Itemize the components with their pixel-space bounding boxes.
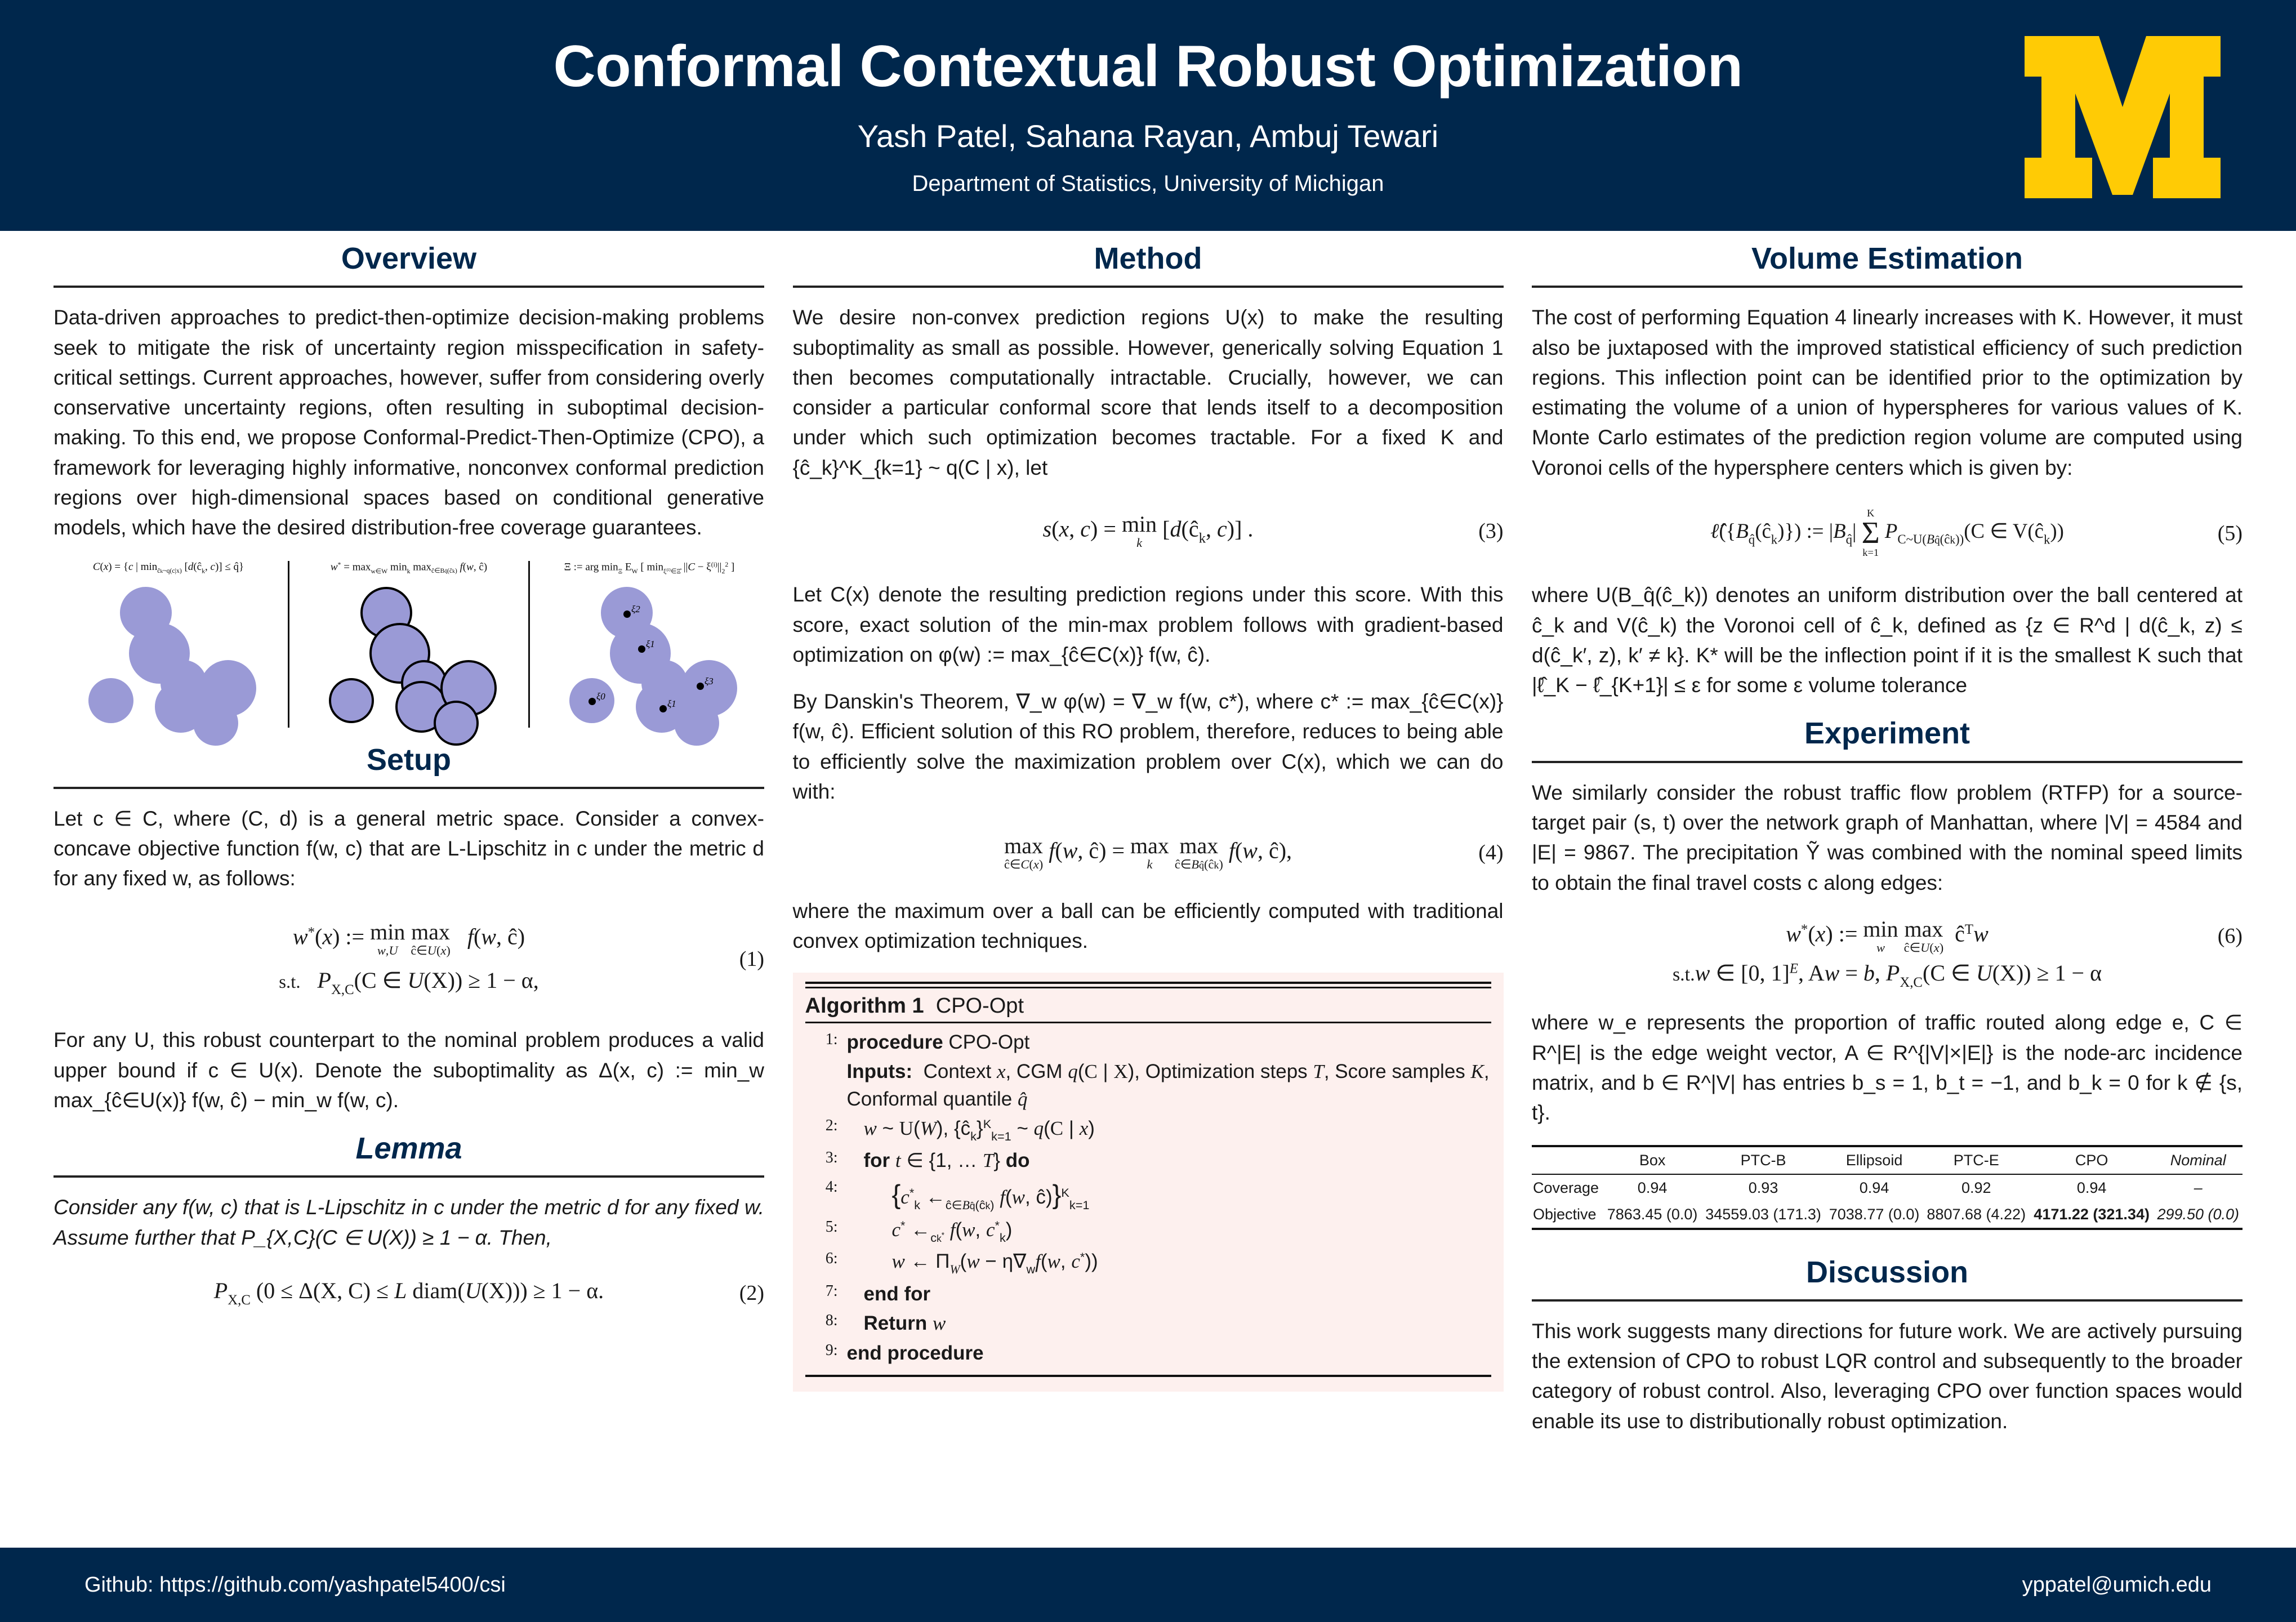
- cell-objective-ptce: 8807.68 (4.22): [1927, 1205, 2026, 1223]
- algorithm-step-number: 6:: [825, 1250, 838, 1268]
- table-row: [1532, 1201, 2242, 1229]
- cell-coverage-ellipsoid: 0.94: [1859, 1179, 1889, 1196]
- setup-paragraph-2: For any U, this robust counterpart to the nominal problem produces a valid upper bound if c ∈ U(x). Denote the suboptimality as Δ(x, c) := min_w max_{ĉ∈U(x)} f(w, ĉ) − min_w f(w, c).: [54, 1028, 764, 1112]
- region-blob: [674, 701, 719, 746]
- equation-4-number: (4): [1478, 841, 1504, 865]
- equation-1-number: (1): [739, 947, 764, 972]
- cell-objective-ptcb: 34559.03 (171.3): [1705, 1205, 1821, 1223]
- method-paragraph-1: We desire non-convex prediction regions U(x) to make the resulting suboptimality as small as possible. However, generically solving Equation 1 then becomes computationally intractable. Crucially, however, we can consider a particular conformal score that lends itself to a decomposition under which such optimization becomes tractable. For a fixed K and {ĉ_k}^K_{k=1} ~ q(C | x), let: [792, 306, 1504, 479]
- figure-divider: [288, 561, 289, 728]
- algorithm-box: [793, 973, 1504, 1392]
- figure-divider: [528, 561, 530, 728]
- center-point-label: ξ1: [646, 638, 655, 649]
- overview-heading: Overview: [341, 242, 477, 275]
- cell-coverage-box: 0.94: [1637, 1179, 1668, 1196]
- equation-2-number: (2): [739, 1281, 764, 1305]
- volume-paragraph-2: where U(B_q̂(ĉ_k)) denotes an uniform distribution over the ball centered at ĉ_k and V(ĉ_k) the Voronoi cell of ĉ_k, defined as {z ∈ R^d | d(ĉ_k, z) ≤ d(ĉ_k′, z), k′ ≠ k}. K* will be the inflection point if it is the smallest K such that |ℓ̂_K − ℓ̂_{K+1}| ≤ ε for some ε volume tolerance: [1532, 583, 2242, 697]
- table-col-box: Box: [1639, 1151, 1666, 1169]
- section-experiment: [1532, 717, 2242, 1229]
- poster-footer: [0, 1548, 2296, 1622]
- figure-panel-1-equation: C(x) = {c | $\min_{ĉk\sim q(c|x)}$ [$d(ĉ_k$, c)] ≤ q̂}: [92, 560, 244, 574]
- cell-objective-box: 7863.45 (0.0): [1607, 1205, 1698, 1223]
- center-point-label: ξ0: [596, 690, 605, 702]
- algorithm-caption: [805, 994, 1491, 1018]
- section-overview: [54, 242, 764, 543]
- equation-1: w*(x) := min w,U max ĉ∈U(x) f(w, ĉ) s.t. $P_{X,C}(C$ ∈ U(X)) ≥ 1 − α, (1): [279, 919, 764, 998]
- discussion-paragraph: This work suggests many directions for future work. We are actively pursuing the extension of CPO to robust LQR control and subsequently to the broader category of robust control. Also, leveraging CPO over function spaces would enable its use to distributionally robust optimization.: [1532, 1319, 2242, 1433]
- concept-figure: [54, 560, 764, 729]
- center-point-label: ξ1: [667, 698, 676, 709]
- cell-coverage-ptcb: 0.93: [1748, 1179, 1778, 1196]
- overview-paragraph: Data-driven approaches to predict-then-optimize decision-making problems seek to mitigate the risk of uncertainty region misspecification in safety-critical settings. Current approaches, however, suffer from considering overly conservative uncertainty regions, often resulting in suboptimal decision-making. To this end, we propose Conformal-Predict-Then-Optimize (CPO), a framework for leveraging highly informative, nonconvex conformal prediction regions over high-dimensional spaces based on conditional generative models, which have the desired distribution-free coverage guarantees.: [54, 306, 764, 540]
- algorithm-step: [805, 1147, 1491, 1174]
- column-left: [54, 242, 764, 1526]
- lemma-paragraph: Consider any f(w, c) that is L-Lipschitz in c under the metric d for any fixed w. Assume further that P_{X,C}(C ∈ U(X)) ≥ 1 − α. Then,: [54, 1196, 764, 1249]
- algorithm-step-number: 2:: [825, 1117, 838, 1135]
- section-divider: [54, 1175, 764, 1178]
- column-right: [1532, 242, 2242, 1526]
- table-col-nominal: Nominal: [2170, 1151, 2226, 1169]
- algorithm-label: Algorithm 1: [805, 994, 924, 1018]
- method-heading: Method: [1094, 242, 1202, 275]
- section-setup: [54, 743, 764, 1116]
- algorithm-step-text: procedure CPO-Opt: [846, 1031, 1030, 1054]
- affiliation: Department of Statistics, University of Michigan: [912, 171, 1384, 197]
- section-method: [793, 242, 1504, 956]
- table-col-cpo: CPO: [2075, 1151, 2108, 1169]
- table-col-ptcb: PTC-B: [1740, 1151, 1786, 1169]
- section-divider: [54, 286, 764, 288]
- algorithm-step-text: for t ∈ {1, … T} do: [863, 1149, 1030, 1171]
- algorithm-step-text: Inputs: Context x, CGM q(C | X), Optimization steps T, Score samples K, Conformal quantile q̂: [846, 1060, 1490, 1110]
- region-blob: [88, 678, 133, 723]
- algorithm-step-number: 9:: [825, 1341, 838, 1359]
- volume-heading: Volume Estimation: [1751, 242, 2023, 275]
- algorithm-step-text: c* $\leftarrow_{ck^*}$ f(w, $c^*_k$): [891, 1218, 1013, 1245]
- author-list: Yash Patel, Sahana Rayan, Ambuj Tewari: [857, 118, 1439, 154]
- figure-panel-2: [294, 560, 524, 729]
- algorithm-name: CPO-Opt: [935, 994, 1024, 1018]
- table-col-blank: [1532, 1146, 1603, 1174]
- section-discussion: [1532, 1256, 2242, 1436]
- algorithm-step: [805, 1115, 1491, 1145]
- equation-5: $\ell̂(\{B_{q̂}(ĉ_k)\})$ := $|B_{q̂}|$ K Σ k=1 $P_{C\sim U(Bq̂(ĉk))}(C$ ∈ $V(ĉ_k)$) (5): [1710, 507, 2242, 558]
- lemma-heading: Lemma: [355, 1131, 462, 1166]
- results-table-body: [1532, 1174, 2242, 1229]
- algorithm-step: [805, 1216, 1491, 1246]
- contact-email[interactable]: yppatel@umich.edu: [2022, 1572, 2212, 1597]
- center-point: [589, 698, 596, 705]
- cell-objective-cpo: 4171.22 (321.34): [2034, 1205, 2150, 1223]
- center-point-label: ξ2: [631, 603, 640, 614]
- page-title: Conformal Contextual Robust Optimization: [553, 33, 1743, 99]
- experiment-paragraph-1: We similarly consider the robust traffic flow problem (RTFP) for a source-target pair (s, t) over the network graph of Manhattan, where |V| = 4584 and |E| = 9867. The precipitation Ỹ was combined with the nominal speed limits to obtain the final travel costs c along edges:: [1532, 781, 2242, 894]
- poster-body: [0, 242, 2296, 1526]
- block-m-icon: [2021, 33, 2224, 202]
- equation-4: max ĉ∈C(x) f(w, ĉ) = max k max ĉ∈Bq̂(ĉk) f(w, ĉ), (4): [1004, 833, 1504, 872]
- ball-blob: [329, 678, 374, 723]
- equation-3: s(x, c) = min k [$d(ĉ_k$, c)] . (3): [1042, 511, 1504, 550]
- cell-coverage-ptce: 0.92: [1961, 1179, 1991, 1196]
- equation-6-constraint: s.t.w ∈ [0, 1]$^E$, Aw = b, $P_{X,C}(C$ ∈ U(X)) ≥ 1 − α: [1672, 960, 2102, 991]
- algorithm-step-number: 1:: [825, 1031, 838, 1049]
- cell-coverage-nominal: –: [2194, 1179, 2203, 1196]
- algorithm-step-text: w ~ U(W), $\{ĉ_k\}^K_{k=1}$ ~ q(C | x): [863, 1117, 1095, 1143]
- center-point: [659, 705, 667, 712]
- center-point: [623, 611, 631, 618]
- discussion-heading: Discussion: [1805, 1255, 1969, 1289]
- table-col-ptce: PTC-E: [1953, 1151, 1999, 1169]
- algorithm-step: [805, 1310, 1491, 1337]
- algorithm-step-number: 8:: [825, 1312, 838, 1330]
- algorithm-step-number: 7:: [825, 1282, 838, 1300]
- section-divider: [1532, 761, 2242, 763]
- algorithm-step-number: [805, 1058, 847, 1113]
- column-middle: [793, 242, 1504, 1526]
- setup-heading: Setup: [366, 742, 451, 777]
- section-divider: [1532, 286, 2242, 288]
- algorithm-step: [805, 1058, 1491, 1113]
- algorithm-step-text: w ← $\Pi_W(w - \eta\nabla_wf(w$, c*)): [891, 1250, 1098, 1277]
- section-divider: [1532, 1299, 2242, 1302]
- table-header-row: [1532, 1146, 2242, 1174]
- results-table-head: [1532, 1146, 2242, 1174]
- figure-panel-2-equation: $w^* = \max_{w\in W} \min_k \max_{ĉ\in Bq̂(ĉk)} f(w$, ĉ): [330, 560, 488, 575]
- center-point: [697, 683, 704, 690]
- table-row: [1532, 1174, 2242, 1201]
- algorithm-step: [805, 1177, 1491, 1214]
- row-label: Objective: [1533, 1205, 1597, 1223]
- table-col-ellipsoid: Ellipsoid: [1845, 1151, 1903, 1169]
- equation-5-number: (5): [2217, 521, 2242, 545]
- cell-objective-nominal: 299.50 (0.0): [2157, 1205, 2240, 1223]
- method-paragraph-2: Let C(x) denote the resulting prediction regions under this score. With this score, exact solution of the min-max problem follows with gradient-based optimization on φ(w) := max_{ĉ∈C(x)} f(w, ĉ).: [792, 583, 1504, 666]
- section-lemma: [54, 1132, 764, 1308]
- center-point: [638, 645, 645, 653]
- github-link[interactable]: Github: https://github.com/yashpatel5400/csi: [84, 1572, 506, 1597]
- experiment-paragraph-2: where w_e represents the proportion of traffic routed along edge e, C ∈ R^|E| is the edge weight vector, A ∈ R^{|V|×|E|} is the node-arc incidence matrix, and b ∈ R^|V| has entries b_s = 1, b_t = −1, and b_k = 0 for k ∉ {s, t}.: [1532, 1011, 2242, 1125]
- michigan-logo: [2016, 27, 2230, 207]
- volume-paragraph-1: The cost of performing Equation 4 linearly increases with K. However, it must also be juxtaposed with the improved statistical efficiency of such prediction regions. This inflection point can be identified prior to the optimization by estimating the volume of a union of hyperspheres for various values of K. Monte Carlo estimates of the prediction region volume are computed using Voronoi cells of the hypersphere centers which is given by:: [1532, 306, 2242, 479]
- algorithm-step-text: end for: [863, 1283, 931, 1305]
- algorithm-mid-rule: [805, 1022, 1491, 1023]
- method-paragraph-4: where the maximum over a ball can be efficiently computed with traditional convex optimization techniques.: [792, 899, 1504, 952]
- cell-coverage-cpo: 0.94: [2076, 1179, 2107, 1196]
- figure-panel-3-equation: Ξ := arg $\min_\Xi E_W$ [ $\min_{\xi^{(i)}\in\Xî} ||C - \xi^{(i)}||_2^2$ ]: [564, 560, 735, 575]
- algorithm-step-number: 3:: [825, 1148, 838, 1166]
- algorithm-step-number: 4:: [825, 1178, 838, 1196]
- algorithm-top-rule: [805, 982, 1491, 988]
- setup-paragraph: Let c ∈ C, where (C, d) is a general metric space. Consider a convex-concave objective function f(w, c) that are L-Lipschitz in c under the metric d for any fixed w, as follows:: [54, 806, 764, 890]
- algorithm-step: [805, 1248, 1491, 1278]
- figure-panel-3: [534, 560, 764, 729]
- section-divider: [793, 286, 1504, 288]
- algorithm-step: [805, 1281, 1491, 1308]
- method-paragraph-3: By Danskin's Theorem, ∇_w φ(w) = ∇_w f(w, c*), where c* := max_{ĉ∈C(x)} f(w, ĉ). Efficient solution of this RO problem, therefore, reduces to being able to efficiently solve the maximization problem over C(x), which we can do with:: [792, 690, 1504, 803]
- algorithm-step-text: Return w: [863, 1312, 946, 1335]
- region-blob: [193, 701, 238, 746]
- algorithm-step-text: end procedure: [846, 1342, 984, 1364]
- equation-6-number: (6): [2217, 924, 2242, 948]
- center-point-label: ξ3: [705, 675, 714, 687]
- algorithm-step: [805, 1340, 1491, 1367]
- algorithm-step-text: {$c^*_k$ $\leftarrow_{ĉ\in Bq̂(ĉk)}$ f(w, ĉ)}$^K_{k=1}$: [891, 1180, 1090, 1212]
- row-label: Coverage: [1533, 1179, 1599, 1196]
- section-volume-estimation: [1532, 242, 2242, 700]
- algorithm-step: [805, 1029, 1491, 1056]
- equation-3-number: (3): [1478, 519, 1504, 543]
- cell-objective-ellipsoid: 7038.77 (0.0): [1829, 1205, 1920, 1223]
- ball-blob: [434, 701, 479, 746]
- poster-header: [0, 0, 2296, 231]
- algorithm-step-number: 5:: [825, 1218, 838, 1236]
- figure-panel-1: [54, 560, 283, 729]
- experiment-heading: Experiment: [1804, 716, 1970, 751]
- section-divider: [54, 787, 764, 789]
- equation-2: $P_{X,C}$ (0 ≤ Δ(X, C) ≤ L diam(U(X))) ≥ 1 − α. (2): [213, 1277, 764, 1308]
- algorithm-bottom-rule: [805, 1375, 1491, 1377]
- results-table: [1532, 1145, 2242, 1230]
- equation-6: w*(x) := min w max ĉ∈U(x) $ĉ^Tw$ (6): [1786, 916, 2242, 955]
